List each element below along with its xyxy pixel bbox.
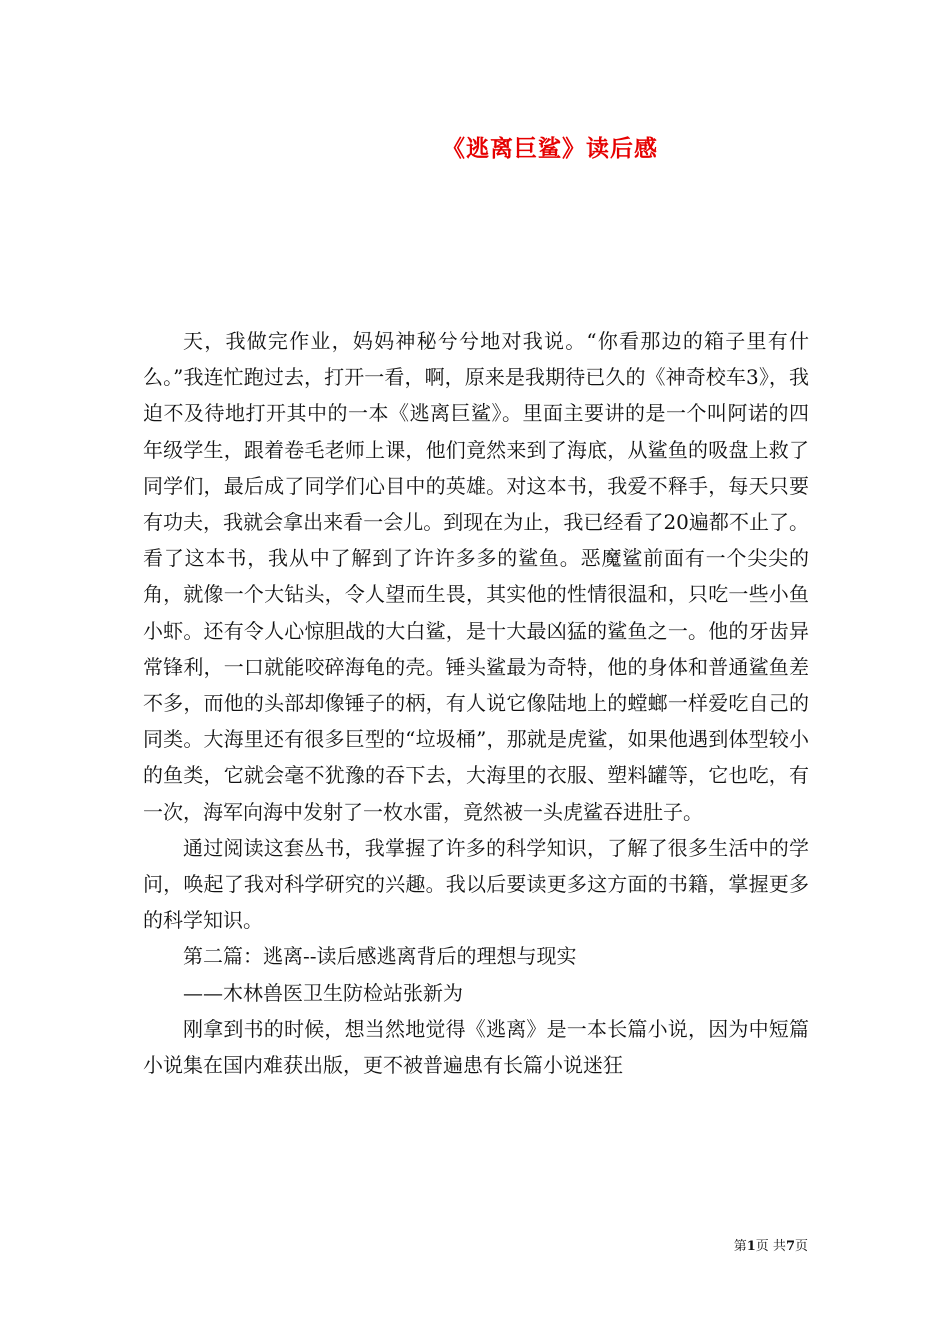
page-footer: [734, 1235, 808, 1254]
footer-middle: 页 共: [755, 1239, 786, 1254]
body-paragraph-3: 刚拿到书的时候，想当然地觉得《逃离》是一本长篇小说，因为中短篇小说集在国内难获出版，更不被普遍患有长篇小说迷狂: [143, 1016, 809, 1078]
document-body: [143, 323, 809, 1083]
document-title: 《逃离巨鲨》读后感: [442, 135, 658, 162]
footer-page-number: 1: [746, 1239, 756, 1254]
body-paragraph-2: 通过阅读这套丛书，我掌握了许多的科学知识，了解了很多生活中的学问，唤起了我对科学研究的兴趣。我以后要读更多这方面的书籍，掌握更多的科学知识。: [143, 835, 809, 933]
section-heading: 第二篇：逃离--读后感逃离背后的理想与现实: [183, 944, 577, 969]
footer-prefix: 第: [733, 1239, 747, 1254]
body-paragraph-1: 天，我做完作业，妈妈神秘兮兮地对我说。“你看那边的箱子里有什么。”我连忙跑过去，打开一看，啊，原来是我期待已久的《神奇校车3》，我迫不及待地打开其中的一本《逃离巨鲨》。里面主要讲的是一个叫阿诺的四年级学生，跟着卷毛老师上课，他们竟然来到了海底，从鲨鱼的吸盘上救了同学们，最后成了同学们心目中的英雄。对这本书，我爱不释手，每天只要有功夫，我就会拿出来看一会儿。到现在为止，我已经看了20遍都不止了。看了这本书，我从中了解到了许许多多的鲨鱼。恶魔鲨前面有一个尖尖的角，就像一个大钻头，令人望而生畏，其实他的性情很温和，只吃一些小鱼小虾。还有令人心惊胆战的大白鲨，是十大最凶猛的鲨鱼之一。他的牙齿异常锋利，一口就能咬碎海龟的壳。锤头鲨最为奇特，他的身体和普通鲨鱼差不多，而他的头部却像锤子的柄，有人说它像陆地上的螳螂一样爱吃自己的同类。大海里还有很多巨型的“垃圾桶”，那就是虎鲨，如果他遇到体型较小的鱼类，它就会毫不犹豫的吞下去，大海里的衣服、塑料罐等，它也吃，有一次，海军向海中发射了一枚水雷，竟然被一头虎鲨吞进肚子。: [143, 329, 809, 824]
footer-suffix: 页: [794, 1239, 808, 1254]
author-line: ——木林兽医卫生防检站张新为: [183, 980, 463, 1005]
footer-total-pages: 7: [785, 1239, 795, 1254]
